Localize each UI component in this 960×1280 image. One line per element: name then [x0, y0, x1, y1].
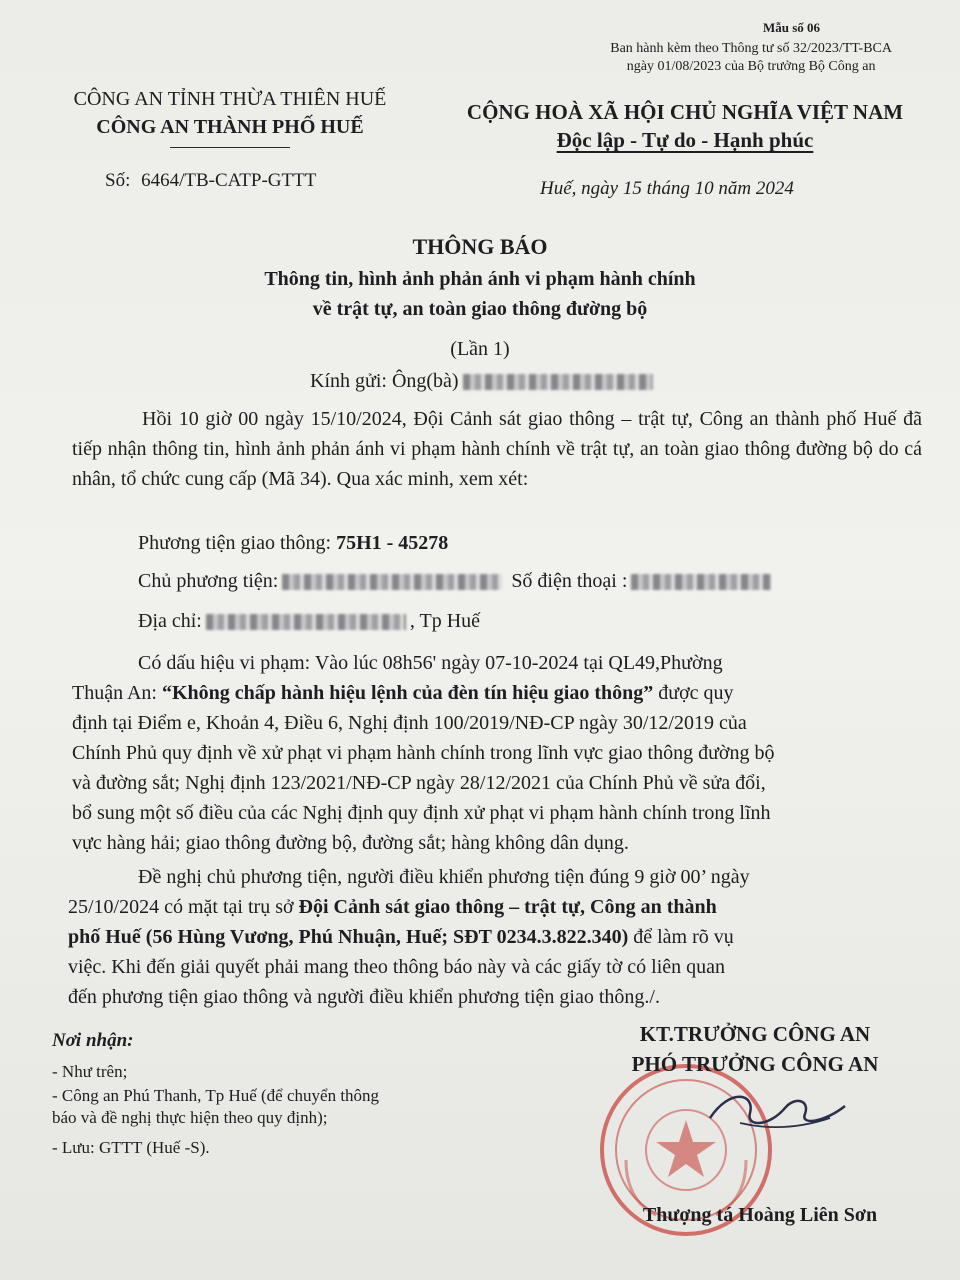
document-subtitle-2: về trật tự, an toàn giao thông đường bộ	[312, 298, 648, 320]
violation-line-1: Có dấu hiệu vi phạm: Vào lúc 08h56' ngày 07-10-2024 tại QL49,Phường	[138, 652, 723, 674]
request-office: Đội Cảnh sát giao thông – trật tự, Công an thành	[298, 896, 717, 918]
request-line-4: việc. Khi đến giải quyết phải mang theo thông báo này và các giấy tờ có liên quan	[68, 956, 726, 978]
violation-line-5: và đường sắt; Nghị định 123/2021/NĐ-CP ngày 28/12/2021 của Chính Phủ về sửa đổi,	[72, 772, 766, 794]
recipient-item: - Như trên;	[52, 1062, 128, 1081]
addressee-label: Kính gửi: Ông(bà)	[310, 370, 459, 392]
place-date: Huế, ngày 15 tháng 10 năm 2024	[540, 178, 794, 199]
address-suffix: , Tp Huế	[409, 610, 481, 632]
owner-line	[138, 570, 775, 593]
violation-name: “Không chấp hành hiệu lệnh của đèn tín hiệu giao thông”	[162, 682, 654, 704]
handwritten-signature-icon	[700, 1078, 850, 1138]
request-line-3	[68, 926, 734, 949]
violation-place: Thuận An:	[72, 682, 162, 704]
vehicle-plate: 75H1 - 45278	[336, 532, 449, 554]
nation-motto-text: Độc lập - Tự do - Hạnh phúc	[556, 128, 814, 152]
agency-underline	[170, 147, 290, 148]
parent-agency: CÔNG AN TỈNH THỪA THIÊN HUẾ	[73, 88, 387, 110]
violation-line-7: vực hàng hải; giao thông đường bộ, đường sắt; hàng không dân dụng.	[72, 832, 629, 854]
document-number	[105, 170, 316, 192]
request-line-2	[68, 896, 717, 919]
redacted-phone	[631, 574, 771, 590]
address-line	[138, 610, 480, 633]
violation-tail: được quy	[653, 682, 734, 704]
addressee	[310, 370, 657, 393]
document-number-label: Số:	[105, 170, 131, 191]
request-line-1: Đề nghị chủ phương tiện, người điều khiển phương tiện đúng 9 giờ 00’ ngày	[138, 866, 750, 888]
intro-text: Hồi 10 giờ 00 ngày 15/10/2024, Đội Cảnh sát giao thông – trật tự, Công an thành phố Huế đã tiếp nhận thông tin, hình ảnh phản ánh vi phạm hành chính về trật tự, an toàn giao thông đường bộ do cá nhân, tổ chức cung cấp (Mã 34). Qua xác minh, xem xét:	[72, 408, 922, 490]
redacted-address	[206, 614, 406, 630]
form-number: Mẫu số 06	[762, 20, 820, 35]
address-label: Địa chỉ:	[138, 610, 202, 632]
intro-paragraph	[72, 404, 922, 494]
signature-title-2: PHÓ TRƯỞNG CÔNG AN	[631, 1052, 879, 1076]
nation-motto	[430, 128, 940, 153]
redacted-owner	[282, 574, 502, 590]
notice-count: (Lần 1)	[450, 338, 510, 360]
vehicle-line	[138, 532, 448, 555]
recipient-item: - Lưu: GTTT (Huế -S).	[52, 1138, 210, 1157]
recipient-item: - Công an Phú Thanh, Tp Huế (để chuyển thông	[52, 1086, 380, 1105]
owner-label: Chủ phương tiện:	[138, 570, 279, 592]
request-office-address: phố Huế (56 Hùng Vương, Phú Nhuận, Huế; SĐT 0234.3.822.340)	[68, 926, 629, 948]
request-date: 25/10/2024 có mặt tại trụ sở	[68, 896, 299, 918]
recipients-heading: Nơi nhận:	[52, 1030, 134, 1051]
document-subtitle-1: Thông tin, hình ảnh phản ánh vi phạm hành chính	[264, 268, 696, 290]
recipient-item: báo và đề nghị thực hiện theo quy định);	[52, 1108, 328, 1127]
form-issuance-note	[610, 40, 892, 76]
violation-line-6: bổ sung một số điều của các Nghị định quy định xử phạt vi phạm hành chính trong lĩnh	[72, 802, 771, 824]
nation-name: CỘNG HOÀ XÃ HỘI CHỦ NGHĨA VIỆT NAM	[466, 100, 904, 124]
form-issuance-line-2: ngày 01/08/2023 của Bộ trưởng Bộ Công an	[626, 59, 876, 74]
document-title: THÔNG BÁO	[412, 234, 548, 259]
issuing-agency: CÔNG AN THÀNH PHỐ HUẾ	[96, 116, 364, 138]
violation-line-4: Chính Phủ quy định về xử phạt vi phạm hành chính trong lĩnh vực giao thông đường bộ	[72, 742, 775, 764]
document-number-value: 6464/TB-CATP-GTTT	[141, 170, 317, 191]
signer-name: Thượng tá Hoàng Liên Sơn	[642, 1204, 878, 1226]
signature-title-1: KT.TRƯỞNG CÔNG AN	[639, 1022, 871, 1046]
phone-label: Số điện thoại :	[511, 570, 628, 592]
violation-line-3: định tại Điểm e, Khoản 4, Điều 6, Nghị định 100/2019/NĐ-CP ngày 30/12/2019 của	[72, 712, 747, 734]
request-line-5: đến phương tiện giao thông và người điều khiển phương tiện giao thông./.	[68, 986, 660, 1008]
form-issuance-line-1: Ban hành kèm theo Thông tư số 32/2023/TT-BCA	[610, 41, 892, 56]
vehicle-label: Phương tiện giao thông:	[138, 532, 332, 554]
request-tail: để làm rõ vụ	[628, 926, 734, 948]
violation-line-2	[72, 682, 734, 705]
redacted-name	[463, 374, 653, 390]
